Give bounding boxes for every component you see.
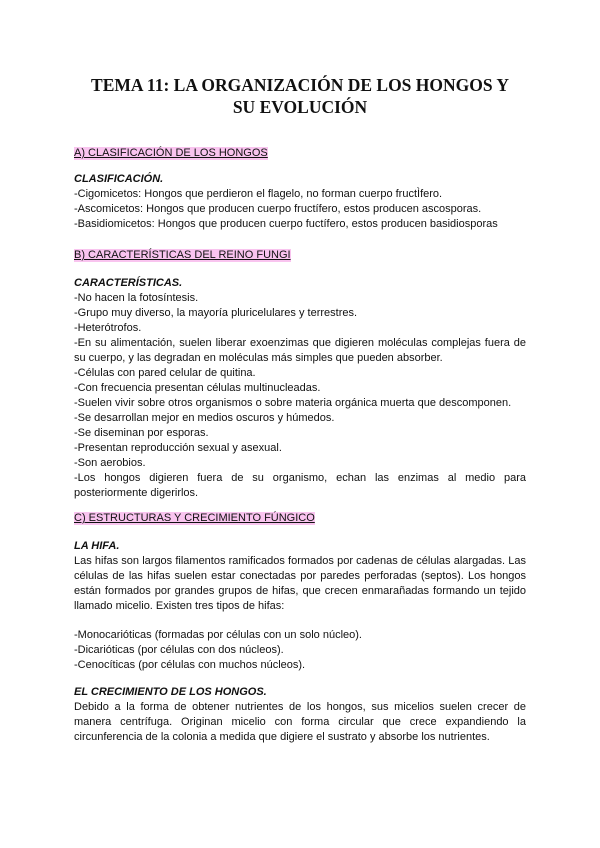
list-item: -En su alimentación, suelen liberar exoenzimas que digieren moléculas complejas fuera de su cuerpo, y las degradan en moléculas más simples que pueden absorber. (74, 337, 526, 364)
section-heading-b: B) CARACTERÍSTICAS DEL REINO FUNGI (74, 249, 291, 261)
list-item: -Células con pared celular de quitina. (74, 367, 256, 379)
list-item: -Presentan reproducción sexual y asexual. (74, 442, 282, 454)
subheading-crecimiento: EL CRECIMIENTO DE LOS HONGOS. (74, 686, 267, 698)
section-heading-c: C) ESTRUCTURAS Y CRECIMIENTO FÚNGICO (74, 512, 315, 524)
list-item: -Los hongos digieren fuera de su organismo, echan las enzimas al medio para posteriormente digerirlos. (74, 472, 526, 499)
list-item: -Suelen vivir sobre otros organismos o sobre materia orgánica muerta que descomponen. (74, 397, 512, 409)
subheading-clasificacion: CLASIFICACIÓN. (74, 173, 164, 185)
list-item: -Cenocíticas (por células con muchos núcleos). (74, 659, 306, 671)
hifa-types-list (74, 628, 526, 673)
list-item: -Ascomicetos: Hongos que producen cuerpo fructífero, estos producen ascosporas. (74, 203, 482, 215)
list-item: -No hacen la fotosíntesis. (74, 292, 199, 304)
list-item: -Grupo muy diverso, la mayoría pluricelulares y terrestres. (74, 307, 358, 319)
section-c-growth (74, 685, 526, 745)
section-c (74, 511, 526, 526)
growth-paragraph: Debido a la forma de obtener nutrientes de los hongos, sus micelios suelen crecer de manera centrífuga. Originan micelio con forma circular que crece expandiendo la circunferencia de la colonia a medida que digiere el sustrato y absorbe los nutrientes. (74, 701, 526, 743)
list-item: -Se desarrollan mejor en medios oscuros y húmedos. (74, 412, 335, 424)
hifa-paragraph: Las hifas son largos filamentos ramificados formados por cadenas de células alargadas. Las células de las hifas suelen estar conectadas por paredes perforadas (septos). Los hongos están formados por grandes grupos de hifas, que crecen enmarañadas formando un tejido llamado micelio. Existen tres tipos de hifas: (74, 555, 526, 612)
list-item: -Dicarióticas (por células con dos núcleos). (74, 644, 284, 656)
section-b-content (74, 276, 526, 501)
list-item: -Heterótrofos. (74, 322, 142, 334)
list-item: -Son aerobios. (74, 457, 146, 469)
list-item: -Con frecuencia presentan células multinucleadas. (74, 382, 321, 394)
list-item: -Basidiomicetos: Hongos que producen cuerpo fuctífero, estos producen basidiosporas (74, 218, 498, 230)
subheading-caracteristicas: CARACTERÍSTICAS. (74, 277, 183, 289)
list-item: -Se diseminan por esporas. (74, 427, 209, 439)
section-a-content (74, 172, 526, 232)
document-title (60, 74, 540, 118)
section-a (74, 146, 526, 161)
title-line-2: SU EVOLUCIÓN (232, 97, 368, 117)
section-heading-a: A) CLASIFICACIÓN DE LOS HONGOS (74, 147, 268, 159)
list-item: -Monocarióticas (formadas por células con un solo núcleo). (74, 629, 362, 641)
section-c-hifa (74, 539, 526, 614)
subheading-hifa: LA HIFA. (74, 540, 120, 552)
list-item: -Cigomicetos: Hongos que perdieron el flagelo, no forman cuerpo fructÌfero. (74, 188, 443, 200)
title-line-1: TEMA 11: LA ORGANIZACIÓN DE LOS HONGOS Y (91, 75, 509, 95)
section-b (74, 248, 526, 263)
